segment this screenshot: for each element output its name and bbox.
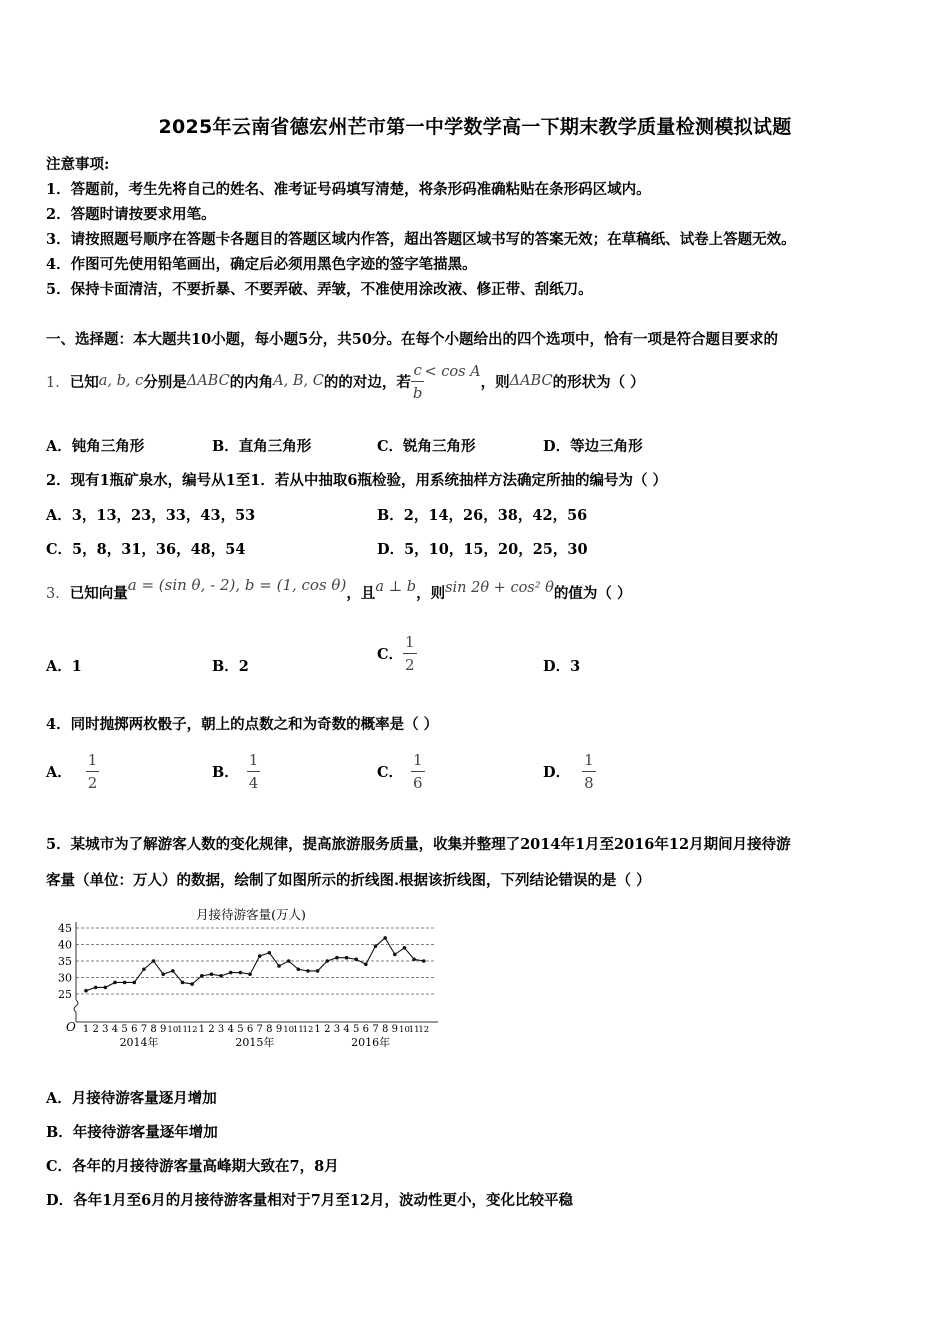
x-tick-label: 6 — [246, 1024, 254, 1035]
x-tick-label: 2 — [92, 1024, 99, 1035]
x-tick-label: 1 — [82, 1024, 90, 1035]
data-point — [84, 989, 88, 993]
data-point — [181, 981, 185, 985]
chart-grid — [76, 928, 434, 994]
q1-math-2: ΔABC — [186, 373, 230, 389]
q1-option-d: D．等边三角形 — [543, 438, 643, 455]
q3-option-d: D．3 — [543, 658, 581, 675]
chart-y-axis — [58, 922, 78, 1022]
y-tick-label: 35 — [58, 955, 72, 968]
q1-option-b: B．直角三角形 — [212, 438, 312, 455]
year-label: 2014年 — [119, 1036, 159, 1049]
data-point — [258, 954, 262, 958]
x-tick-label: 3 — [333, 1024, 341, 1035]
data-point — [364, 963, 368, 967]
data-point — [94, 986, 98, 990]
q5-option-b: B．年接待游客量逐年增加 — [46, 1124, 218, 1141]
q4-option-d: D． $\frac{1}{8}$ — [543, 750, 594, 792]
data-point — [152, 959, 156, 963]
x-tick-label: 10 — [399, 1025, 410, 1035]
q2-option-d: D．5，10，15，20，25，30 — [377, 541, 588, 558]
data-point — [277, 964, 281, 968]
q1-math-5: ΔABC — [509, 373, 553, 389]
q1-math-1: a, b, c — [98, 373, 144, 389]
data-point — [306, 969, 310, 973]
origin-label: O — [66, 1020, 76, 1034]
data-point — [412, 958, 416, 962]
q4-option-a: A． $\frac{1}{2}$ — [46, 750, 98, 792]
x-tick-label: 11 — [292, 1025, 304, 1035]
chart-series — [84, 936, 425, 992]
q4-option-c: C． $\frac{1}{6}$ — [377, 750, 423, 792]
notice-item-4: 4．作图可先使用铅笔画出，确定后必须用黑色字迹的签字笔描黑。 — [46, 256, 477, 273]
x-tick-label: 8 — [381, 1024, 389, 1035]
data-point — [161, 972, 165, 976]
question-3 — [46, 574, 631, 610]
q4-option-c-fraction: $\frac{1}{6}$ — [413, 750, 423, 792]
data-point — [113, 981, 117, 985]
question-4: 4．同时抛掷两枚骰子，朝上的点数之和为奇数的概率是（ ） — [46, 716, 439, 733]
notice-item-2: 2．答题时请按要求用笔。 — [46, 206, 216, 223]
q3-text-2: ，且 — [346, 584, 376, 602]
data-point — [422, 959, 426, 963]
q3-text-3: ，则 — [416, 584, 446, 602]
x-tick-label: 3 — [102, 1024, 109, 1035]
x-tick-label: 9 — [275, 1024, 283, 1035]
data-point — [383, 936, 387, 940]
q3-option-c: C． $\frac{1}{2}$ — [377, 632, 415, 674]
chart-x-axis — [66, 1020, 438, 1049]
q1-text-3: 的内角 — [229, 373, 274, 391]
section-heading: 一、选择题：本大题共10小题，每小题5分，共50分。在每个小题给出的四个选项中，恰有一项是符合题目要求的 — [46, 331, 778, 348]
data-point — [171, 969, 175, 973]
q3-option-b: B．2 — [212, 658, 249, 675]
year-label: 2015年 — [235, 1036, 275, 1049]
axis-break — [74, 1000, 78, 1022]
data-point — [393, 953, 397, 957]
data-point — [210, 972, 214, 976]
y-tick-label: 25 — [58, 988, 72, 1001]
q3-text-4: 的值为（ ） — [553, 584, 632, 602]
notice-item-1: 1．答题前，考生先将自己的姓名、准考证号码填写清楚，将条形码准确粘贴在条形码区域内。 — [46, 181, 651, 198]
q1-text-6: 的形状为（ ） — [552, 373, 645, 391]
data-point — [200, 974, 204, 978]
x-tick-label: 10 — [283, 1025, 295, 1035]
q1-frac-den: b — [411, 381, 425, 402]
q2-option-a: A．3，13，23，33，43，53 — [46, 507, 256, 524]
x-tick-label: 2 — [208, 1024, 215, 1035]
q5-option-d: D．各年1月至6月的月接待游客量相对于7月至12月，波动性更小，变化比较平稳 — [46, 1192, 574, 1209]
x-tick-label: 7 — [140, 1024, 148, 1035]
x-tick-label: 2 — [324, 1024, 331, 1035]
x-tick-label: 5 — [121, 1024, 128, 1035]
x-tick-label: 6 — [131, 1024, 138, 1035]
q1-text-4: 的的对边，若 — [323, 373, 411, 391]
x-tick-label: 8 — [266, 1024, 273, 1035]
y-tick-label: 45 — [58, 922, 72, 935]
q3-text-1: 已知向量 — [69, 584, 128, 602]
data-point — [403, 946, 407, 950]
q4-option-d-fraction: $\frac{1}{8}$ — [584, 750, 594, 792]
x-tick-label: 5 — [237, 1024, 244, 1035]
q1-number: 1． — [46, 374, 70, 391]
data-point — [297, 967, 301, 971]
x-tick-label: 1 — [314, 1024, 321, 1035]
x-tick-label: 11 — [177, 1025, 188, 1035]
y-tick-label: 40 — [58, 938, 72, 952]
question-5-line-2: 客量（单位：万人）的数据，绘制了如图所示的折线图.根据该折线图，下列结论错误的是（ ） — [46, 872, 651, 889]
x-tick-label: 8 — [150, 1024, 157, 1035]
q3-option-a: A．1 — [46, 658, 82, 675]
notice-heading: 注意事项: — [46, 156, 110, 173]
q1-text-5: ，则 — [480, 373, 510, 391]
x-tick-label: 4 — [227, 1024, 234, 1035]
x-tick-label: 4 — [343, 1024, 350, 1035]
notice-item-5: 5．保持卡面清洁，不要折暴、不要弄破、弄皱，不准使用涂改液、修正带、刮纸刀。 — [46, 281, 593, 298]
q3-option-c-fraction: $\frac{1}{2}$ — [405, 632, 415, 674]
data-point — [104, 986, 108, 990]
x-tick-label: 9 — [160, 1024, 167, 1035]
x-tick-label: 10 — [167, 1025, 179, 1035]
question-5-line-1: 5．某城市为了解游客人数的变化规律，提高旅游服务质量，收集并整理了2014年1月至2016年12月期间月接待游 — [46, 836, 791, 853]
visitor-line-chart — [46, 900, 446, 1055]
data-point — [268, 951, 272, 955]
y-tick-label: 30 — [58, 971, 72, 985]
data-point — [248, 972, 252, 976]
data-point — [123, 981, 127, 985]
chart-title: 月接待游客量(万人) — [196, 907, 306, 922]
x-tick-label: 11 — [408, 1025, 420, 1035]
q1-option-c: C．锐角三角形 — [377, 438, 476, 455]
q2-option-b: B．2，14，26，38，42，56 — [377, 507, 588, 524]
q5-option-c: C．各年的月接待游客量高峰期大致在7，8月 — [46, 1158, 339, 1175]
x-tick-label: 12 — [302, 1025, 314, 1035]
q4-option-b: B． $\frac{1}{4}$ — [212, 750, 259, 792]
x-tick-label: 7 — [372, 1024, 379, 1035]
data-point — [142, 967, 146, 971]
x-tick-label: 3 — [217, 1024, 225, 1035]
q1-text-1: 已知 — [69, 373, 99, 391]
data-point — [219, 974, 223, 978]
question-2: 2．现有1瓶矿泉水，编号从1至1．若从中抽取6瓶检验，用系统抽样方法确定所抽的编号为（ ） — [46, 472, 667, 489]
x-tick-label: 12 — [418, 1025, 430, 1035]
x-tick-label: 1 — [198, 1024, 205, 1035]
x-tick-label: 5 — [353, 1024, 360, 1035]
q1-math-3: A, B, C — [273, 373, 324, 389]
q1-option-a: A．钝角三角形 — [46, 438, 145, 455]
notice-item-3: 3．请按照题号顺序在答题卡各题目的答题区域内作答，超出答题区域书写的答案无效；在草稿纸、试卷上答题无效。 — [46, 231, 796, 248]
x-tick-label: 12 — [186, 1025, 198, 1035]
data-point — [345, 956, 349, 960]
x-tick-label: 7 — [256, 1024, 263, 1035]
page-title: 2025年云南省德宏州芒市第一中学数学高一下期末教学质量检测模拟试题 — [158, 116, 792, 138]
q3-math-3: sin 2θ + cos² θ — [445, 580, 554, 596]
data-point — [132, 981, 136, 985]
q3-math-2: a ⊥ b — [375, 579, 417, 595]
q2-option-c: C．5，8，31，36，48，54 — [46, 541, 246, 558]
data-point — [239, 971, 243, 975]
series-line — [86, 938, 424, 991]
q1-text-2: 分别是 — [143, 373, 187, 391]
q5-option-a: A．月接待游客量逐月增加 — [46, 1090, 217, 1107]
x-tick-label: 6 — [362, 1024, 370, 1035]
q3-number: 3． — [46, 585, 70, 602]
data-point — [335, 956, 339, 960]
q4-option-b-fraction: $\frac{1}{4}$ — [248, 750, 259, 792]
question-1 — [46, 356, 645, 406]
q1-fraction — [411, 361, 425, 402]
q1-math-4: < cos A — [424, 364, 481, 380]
data-point — [190, 982, 194, 986]
q3-math-1: a = (sin θ, - 2), b = (1, cos θ) — [127, 576, 347, 594]
year-label: 2016年 — [351, 1036, 391, 1049]
q1-frac-num: c — [413, 360, 422, 379]
data-point — [229, 971, 233, 975]
x-tick-label: 4 — [111, 1024, 119, 1035]
data-point — [287, 959, 291, 963]
data-point — [325, 959, 329, 963]
x-tick-label: 9 — [391, 1024, 398, 1035]
data-point — [354, 958, 358, 962]
data-point — [374, 944, 378, 948]
data-point — [316, 969, 320, 973]
q4-option-a-fraction: $\frac{1}{2}$ — [87, 750, 98, 792]
